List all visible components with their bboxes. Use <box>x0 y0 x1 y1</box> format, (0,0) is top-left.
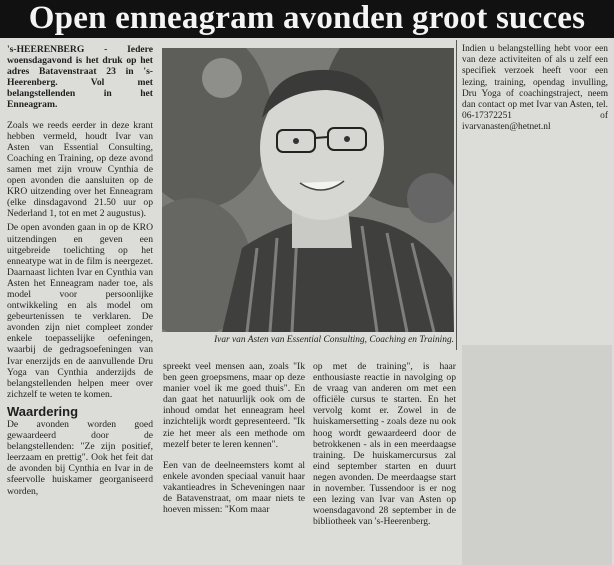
body-paragraph: De avonden worden goed gewaardeerd door de belangstellenden: "Ze zijn positief, leerzaam en prettig". Ook het feit dat de avonden bij Cynthia en Ivar in de sfeervolle huiskamer georganiseerd worden, <box>7 419 153 497</box>
subheading: Waardering <box>7 403 79 419</box>
column-4 <box>462 44 608 134</box>
body-paragraph: op met de training", is haar enthousiaste reactie in navolging op de vraag van anderen om met een officiële cursus te starten. En het vervolg komt er. Zowel in de huiskamersetting - zoals deze nu ook hoog wordt gewaardeerd door de betrokkenen - als in een meerdaagse training. De huiskamercursus zal eind september starten en duurt negen avonden. De meerdaagse start in november. Tussendoor is er nog een lezing van Ivar van Asten op woensdagavond 28 september in de bibliotheek van 's-Heerenberg. <box>313 361 456 528</box>
column-3 <box>313 361 456 527</box>
body-paragraph: spreekt veel mensen aan, zoals "Ik ben geen groepsmens, maar op deze manier voel ik me goed thuis". En dan gaat het natuurlijk ook om de inhoud omdat het enneagram heel inzichtelijk wordt gepresenteerd. "Ik zie het meer als een methode om mezelf beter te leren kennen". <box>163 361 305 450</box>
intro-paragraph: 's-HEERENBERG - Iedere woensdagavond is het druk op het adres Batavenstraat 23 in 's-Heerenberg. Vol met belangstellenden in het Enneagram. <box>7 44 153 111</box>
photo-caption: Ivar van Asten van Essential Consulting, Coaching en Training. <box>214 335 454 345</box>
column-2 <box>163 361 305 515</box>
column-divider <box>456 40 457 350</box>
contact-paragraph: Indien u belangstelling hebt voor een van deze activiteiten of als u zelf een specifiek verzoek heeft voor een lezing, training, opendag invulling, Dru Yoga of coachingstraject, neem dan contact op met Ivar van Asten, tel. 06-17372251 of ivarvanasten@hetnet.nl <box>462 44 608 133</box>
column-1 <box>7 44 153 497</box>
portrait-photo <box>162 48 454 332</box>
body-paragraph: De open avonden gaan in op de KRO uitzendingen en geven een uitgebreide toelichting op het enneatype wat in de film is neergezet. Daarnaast lichten Ivar en Cynthia van Asten het Enneagram nader toe, als model voor persoonlijke ontwikkeling en als model om gebeurtenissen te verklaren. De avonden zijn niet compleet zonder enkele toepasselijke oefeningen, waarbij de gedragsoefeningen van Ivar enerzijds en de aanvullende Dru Yoga van Cynthia anderzijds de belangstellenden helpen meer over zichzelf te weten te komen. <box>7 222 153 400</box>
headline: Open enneagram avonden groot succes <box>0 0 614 38</box>
body-paragraph: Een van de deelneemsters komt al enkele avonden speciaal vanuit haar vakantieadres in Scheveningen naar de Batavenstraat, om maar niets te hoeven missen: "Kom maar <box>163 459 305 516</box>
adjacent-ad-area <box>462 345 612 565</box>
body-paragraph: Zoals we reeds eerder in deze krant hebben vermeld, houdt Ivar van Asten van Essential Consulting, Coaching en Training, op deze avond samen met zijn vrouw Cynthia de open avonden die aansluiten op de KRO uitzending over het Enneagram (elke dinsdagavond 21.50 uur op Nederland 1, tot en met 2 augustus). <box>7 119 153 220</box>
